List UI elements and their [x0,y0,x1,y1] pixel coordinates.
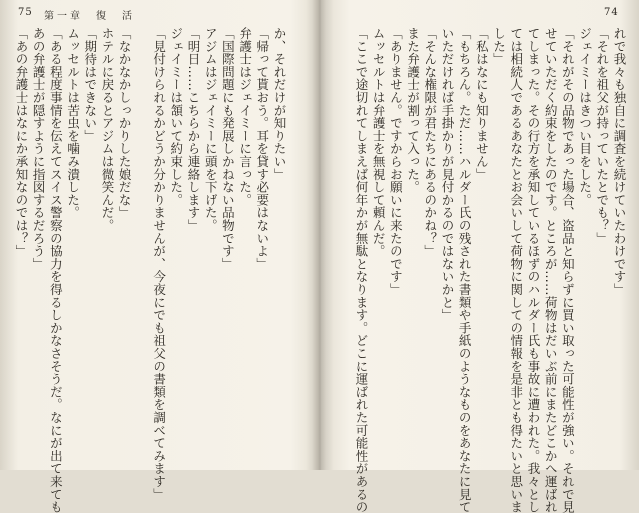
text-line: ジェイミーはきつい目をした。 [577,27,593,207]
text-line: した」 [491,27,507,66]
text-line: 「それがその品物であった場合、盗品と知らずに買い取った可能性が強い。それで見 [560,27,576,513]
left-page [0,0,318,513]
text-line: 「帰って貰おう。耳を貸す必要はないよ」 [254,27,270,271]
text-line: 「期待はできない」 [82,27,98,143]
right-page-number: 74 [604,7,619,18]
text-line: 「それを祖父が持っていたとでも？」 [594,27,610,245]
text-line: 「ここで途切れてしまえば何年かが無駄となります。どこに運ばれた可能性があるの [353,27,369,513]
text-line: アジムはジェイミーに頭を下げた。 [203,27,219,232]
text-line: あの弁護士が隠すように指図するだろう」 [31,27,47,271]
text-line: 「そんな権限が君たちにあるのかね？」 [422,27,438,258]
text-line: ては相続人であるあなたとお会いして荷物に関しての情報を是非とも得たいと思いま [508,27,524,513]
running-head: 第一章 復 活 [44,11,135,22]
text-line: ジェイミーは頷いて約束した。 [168,27,184,207]
text-line: ホテルに戻るとアジムは微笑んだ。 [99,27,115,232]
right-page-body [328,27,628,513]
text-line: 「あの弁護士はなにか承知なのでは？」 [13,27,29,258]
text-line [133,27,150,453]
text-line: 弁護士はジェイミーに言った。 [237,27,253,207]
text-line: 「国際問題にも発展しかねない品物です」 [220,27,236,271]
text-line: 「なかなかしっかりした娘だな」 [117,27,133,219]
text-line: 「見付けられるかどうか分かりませんが、今夜にでも祖父の書類を調べてみます」 [151,27,167,501]
text-line: てしまった。その行方を承知しているほずのハルダー氏も事故に遭われた。我々とし [525,27,541,513]
text-line: 「ある程度事情を伝えてスイス警察の協力を得るしかなさそうだ。なにが出て来ても [48,27,64,513]
left-page-body [13,27,288,513]
text-line: いただければ手掛かりが見付かるのではないかと」 [439,27,455,322]
left-page-number: 75 [18,7,33,18]
text-line: また弁護士が割って入った。 [405,27,421,194]
text-line: れで我々も独自に調査を続けていたわけです」 [612,27,627,296]
text-line: ムッセルトは苦虫を噛み潰した。 [65,27,81,219]
text-line: 「私はなにも知りません」 [474,27,490,181]
right-page [321,0,639,513]
text-line: 「明日……こちらから連絡します」 [185,27,201,232]
text-line: せていただく約束をしたのです。ところが……荷物はだいぶ前にまたどこかへ運ばれ [543,27,559,513]
text-line: か、それだけが知りたい」 [272,27,287,181]
text-line: 「ありません。ですからお願いに来たのです」 [388,27,404,296]
text-line: ムッセルトは弁護士を無視して頼んだ。 [371,27,387,258]
text-line: 「もちろん。ただ……ハルダー氏の残された書類や手紙のようなものをあなたに見て [457,27,473,513]
